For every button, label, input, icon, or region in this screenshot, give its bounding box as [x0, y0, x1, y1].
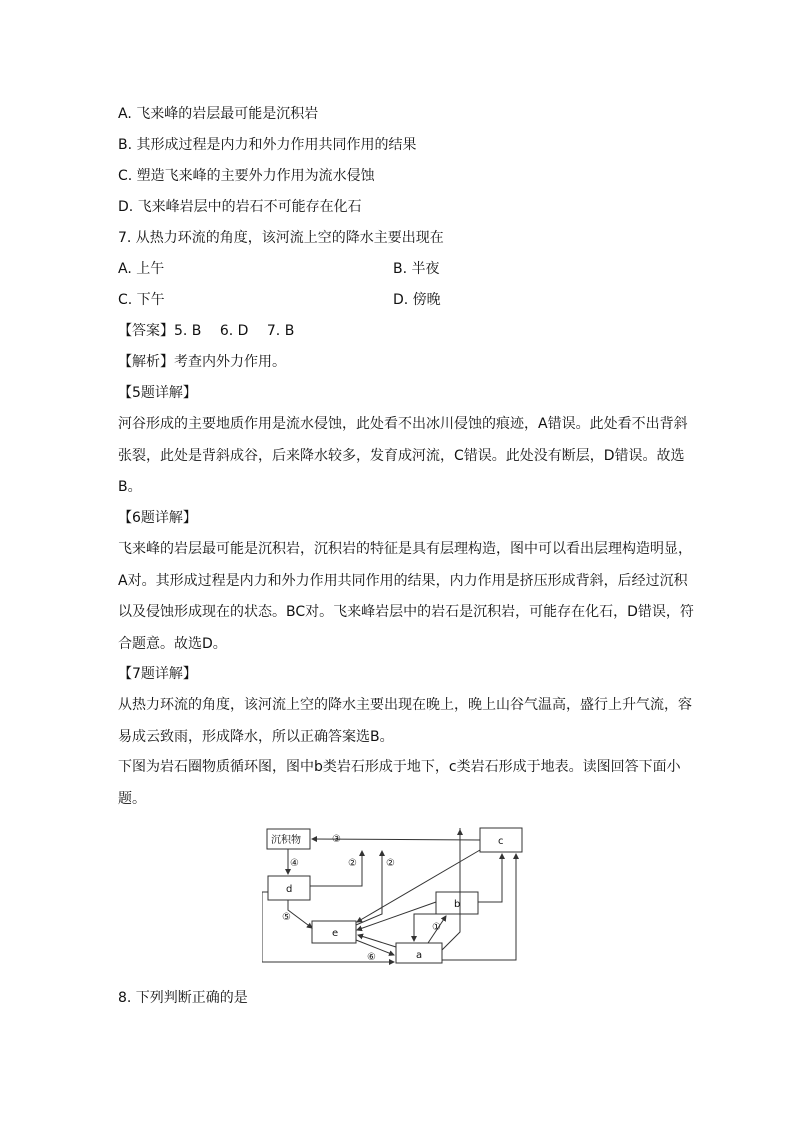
label-d: d — [286, 884, 293, 895]
diagram-intro: 下图为岩石圈物质循环图，图中b类岩石形成于地下，c类岩石形成于地表。读图回答下面小题。 — [118, 759, 681, 807]
num-2a: ② — [348, 858, 357, 869]
num-5: ⑤ — [282, 912, 291, 923]
analysis-line: 【解析】考查内外力作用。 — [118, 354, 286, 370]
detail-7-text: 从热力环流的角度，该河流上空的降水主要出现在晚上，晚上山谷气温高，盛行上升气流，容易成云致雨，形成降水，所以正确答案选B。 — [118, 697, 692, 745]
question-7-stem: 7. 从热力环流的角度，该河流上空的降水主要出现在 — [118, 230, 444, 246]
detail-5-header: 【5题详解】 — [118, 385, 197, 401]
num-6: ⑥ — [367, 952, 376, 963]
num-4: ④ — [290, 858, 299, 869]
num-2b: ② — [386, 858, 395, 869]
question-8-stem: 8. 下列判断正确的是 — [118, 990, 248, 1006]
q7-option-b: B. 半夜 — [393, 261, 440, 277]
rock-cycle-diagram — [262, 822, 526, 970]
q7-option-d: D. 傍晚 — [393, 292, 441, 308]
label-e: e — [332, 928, 339, 939]
num-3: ③ — [332, 834, 341, 845]
q7-option-c: C. 下午 — [118, 292, 165, 308]
option-b: B. 其形成过程是内力和外力作用共同作用的结果 — [118, 137, 417, 153]
detail-5-text: 河谷形成的主要地质作用是流水侵蚀，此处看不出冰川侵蚀的痕迹，A错误。此处看不出背斜张裂，此处是背斜成谷，后来降水较多，发育成河流，C错误。此处没有断层，D错误。故选B。 — [118, 416, 688, 495]
label-a: a — [416, 950, 423, 961]
option-c: C. 塑造飞来峰的主要外力作用为流水侵蚀 — [118, 168, 375, 184]
option-a: A. 飞来峰的岩层最可能是沉积岩 — [118, 106, 319, 122]
detail-6-text: 飞来峰的岩层最可能是沉积岩，沉积岩的特征是具有层理构造，图中可以看出层理构造明显，A对。其形成过程是内力和外力作用共同作用的结果，内力作用是挤压形成背斜，后经过沉积以及侵蚀形成现在的状态。BC对。飞来峰岩层中的岩石是沉积岩，可能存在化石，D错误，符合题意。故选D。 — [118, 541, 694, 652]
num-1: ① — [432, 922, 441, 933]
label-b: b — [454, 899, 461, 910]
q7-option-a: A. 上午 — [118, 261, 165, 277]
detail-7-header: 【7题详解】 — [118, 666, 197, 682]
option-d: D. 飞来峰岩层中的岩石不可能存在化石 — [118, 199, 362, 215]
answer-line: 【答案】5. B 6. D 7. B — [118, 323, 295, 339]
sediment-label: 沉积物 — [271, 835, 301, 846]
label-c: c — [498, 836, 504, 847]
detail-6-header: 【6题详解】 — [118, 510, 197, 526]
